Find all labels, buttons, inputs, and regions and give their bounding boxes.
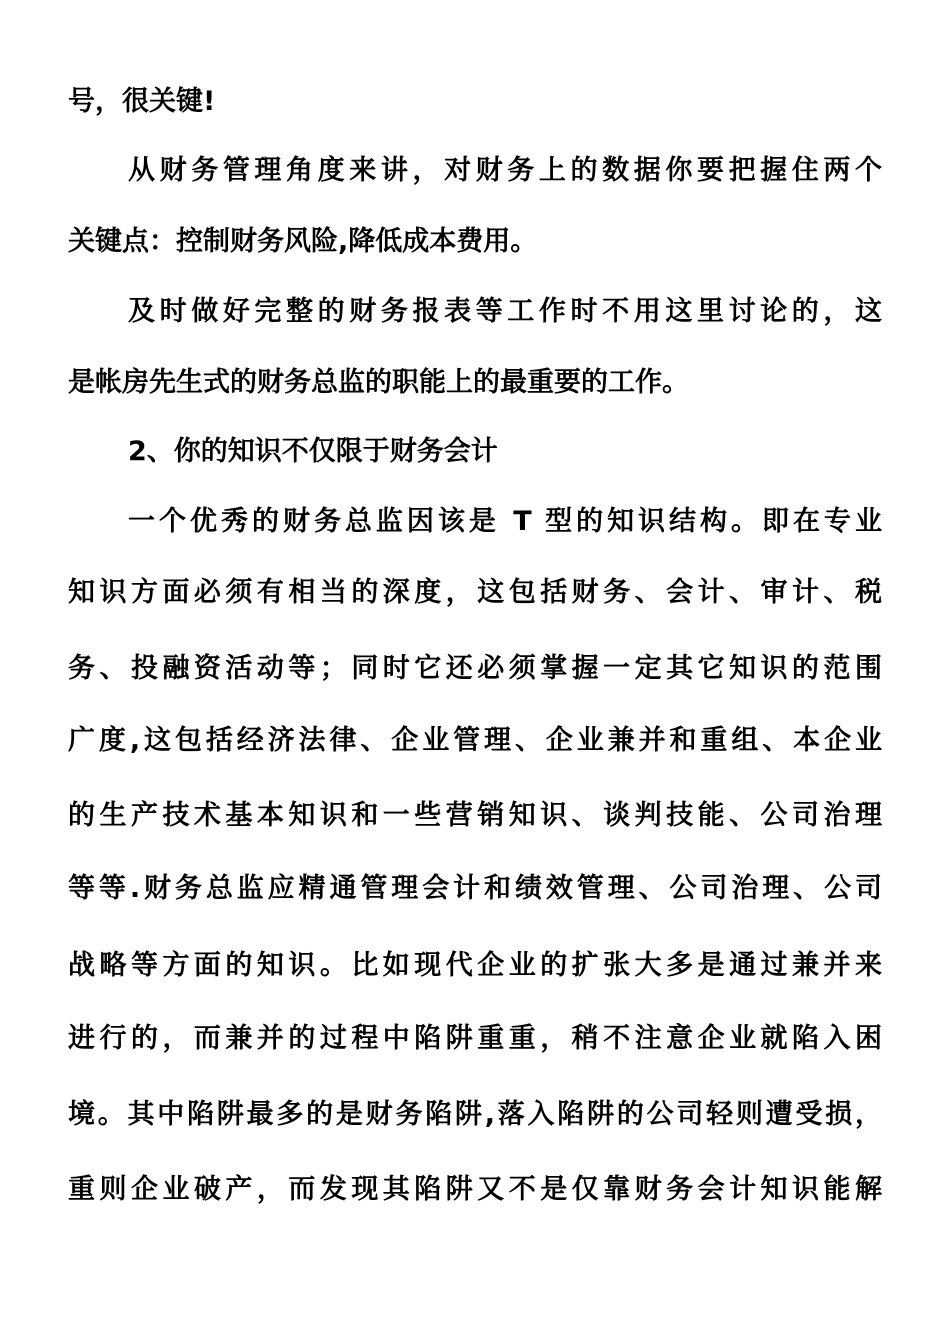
text-line-13: 战略等方面的知识。比如现代企业的扩张大多是通过兼并来 bbox=[68, 950, 882, 981]
text-line-11: 的生产技术基本知识和一些营销知识、谈判技能、公司治理 bbox=[68, 800, 882, 831]
text-line-5: 是帐房先生式的财务总监的职能上的最重要的工作。 bbox=[68, 367, 689, 398]
text-line-14: 进行的，而兼并的过程中陷阱重重，稍不注意企业就陷入困 bbox=[68, 1023, 882, 1054]
text-line-12: 等等.财务总监应精通管理会计和绩效管理、公司治理、公司 bbox=[68, 873, 882, 904]
text-line-9: 务、投融资活动等；同时它还必须掌握一定其它知识的范围 bbox=[68, 653, 882, 684]
text-line-10: 广度,这包括经济法律、企业管理、企业兼并和重组、本企业 bbox=[68, 725, 882, 756]
text-line-7: 一个优秀的财务总监因该是 T 型的知识结构。即在专业 bbox=[128, 506, 882, 537]
text-line-2: 从财务管理角度来讲，对财务上的数据你要把握住两个 bbox=[128, 155, 882, 186]
text-line-1: 号，很关键! bbox=[68, 86, 216, 117]
text-line-4: 及时做好完整的财务报表等工作时不用这里讨论的，这 bbox=[128, 296, 882, 327]
text-line-15: 境。其中陷阱最多的是财务陷阱,落入陷阱的公司轻则遭受损， bbox=[68, 1099, 882, 1130]
text-line-3: 关键点：控制财务风险,降低成本费用。 bbox=[68, 226, 538, 257]
section-heading: 2、你的知识不仅限于财务会计 bbox=[128, 436, 498, 467]
text-line-16: 重则企业破产，而发现其陷阱又不是仅靠财务会计知识能解 bbox=[68, 1174, 882, 1205]
text-line-8: 知识方面必须有相当的深度，这包括财务、会计、审计、税 bbox=[68, 577, 882, 608]
